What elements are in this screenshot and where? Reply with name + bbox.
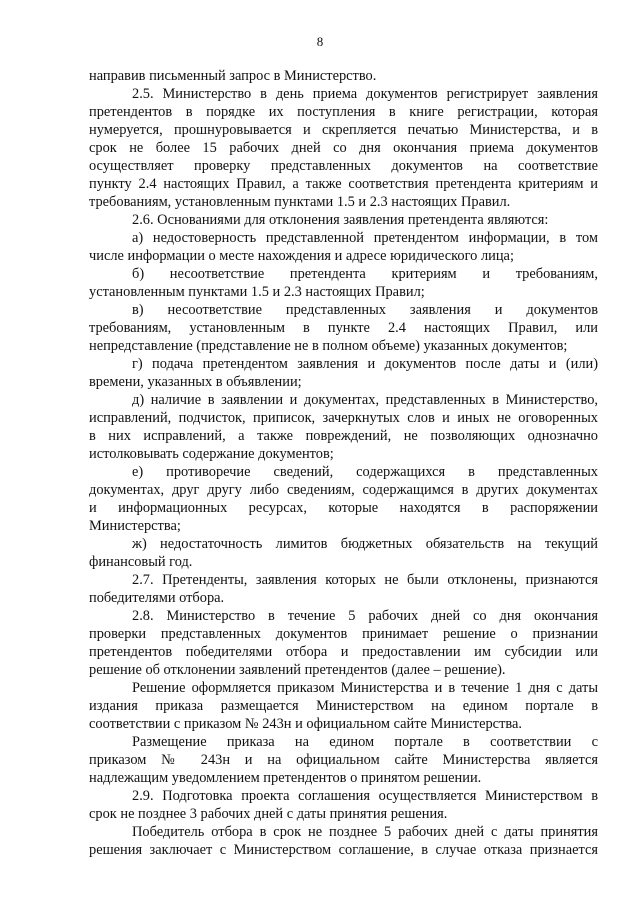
text-line: 2.7. Претенденты, заявления которых не были отклонены, признаются (132, 572, 598, 588)
text-line: срок не более 15 рабочих дней со дня окончания приема документов (89, 140, 598, 156)
text-line: Министерства; (89, 518, 181, 534)
text-line: Решение оформляется приказом Министерства и в течение 1 дня с даты (132, 680, 598, 696)
text-line: претендентов победителями отбора и предоставлении им субсидии или (89, 644, 598, 660)
text-line: числе информации о месте нахождения и адресе юридического лица; (89, 248, 514, 264)
text-line: а) недостоверность представленной претендентом информации, в том (132, 230, 598, 246)
text-line: решение об отклонении заявлений претендентов (далее – решение). (89, 662, 506, 678)
text-line: истолковывать содержание документов; (89, 446, 334, 462)
text-line: надлежащим уведомлением претендентов о принятом решении. (89, 770, 482, 786)
text-line: претендентов в порядке их поступления в книге регистрации, которая (89, 104, 598, 120)
text-line: 2.6. Основаниями для отклонения заявления претендента являются: (132, 212, 549, 228)
document-body (89, 67, 598, 859)
paragraph (89, 463, 598, 535)
text-line: ж) недостаточность лимитов бюджетных обязательств на текущий (132, 536, 598, 552)
paragraph (89, 211, 598, 229)
text-line: в) несоответствие представленных заявления и документов (132, 302, 598, 318)
text-line: времени, указанных в объявлении; (89, 374, 302, 390)
paragraph (89, 265, 598, 301)
text-line: направив письменный запрос в Министерство. (89, 68, 377, 84)
text-line: е) противоречие сведений, содержащихся в представленных (132, 464, 598, 480)
text-line: победителями отбора. (89, 590, 225, 606)
text-line: в них исправлений, а также повреждений, не позволяющих однозначно (89, 428, 598, 444)
text-line: непредставление (представление не в полном объеме) указанных документов; (89, 338, 568, 354)
paragraph (89, 535, 598, 571)
text-line: г) подача претендентом заявления и документов после даты и (или) (132, 356, 598, 372)
text-line: Победитель отбора в срок не позднее 5 рабочих дней с даты принятия (132, 824, 598, 840)
text-line: б) несоответствие претендента критериям и требованиям, (132, 266, 598, 282)
text-line: соответствии с приказом № 243н и официальном сайте Министерства. (89, 716, 522, 732)
text-line: проверки представленных документов принимает решение о признании (89, 626, 598, 642)
paragraph (89, 355, 598, 391)
text-line: издания приказа размещается Министерством на едином портале в (89, 698, 598, 714)
paragraph (89, 229, 598, 265)
paragraph (89, 571, 598, 607)
text-line: нумеруется, прошнуровывается и скрепляется печатью Министерства, и в (89, 122, 598, 138)
text-line: финансовый год. (89, 554, 193, 570)
paragraph (89, 733, 598, 787)
text-line: решения заключает с Министерством соглашение, в случае отказа признается (89, 842, 598, 858)
text-line: требованиям, установленным пунктами 1.5 и 2.3 настоящих Правил. (89, 194, 511, 210)
text-line: осуществляет проверку представленных документов на соответствие (89, 158, 598, 174)
paragraph (89, 85, 598, 211)
text-line: 2.9. Подготовка проекта соглашения осуществляется Министерством в (132, 788, 598, 804)
text-line: документах, друг другу либо сведениям, содержащимся в других документах (89, 482, 598, 498)
text-line: исправлений, подчисток, приписок, зачеркнутых слов и иных не оговоренных (89, 410, 598, 426)
paragraph (89, 67, 598, 85)
text-line: Размещение приказа на едином портале в соответствии с (132, 734, 598, 750)
text-line: установленным пунктами 1.5 и 2.3 настоящих Правил; (89, 284, 425, 300)
paragraph (89, 301, 598, 355)
paragraph (89, 391, 598, 463)
text-line: и информационных ресурсах, которые находятся в распоряжении (89, 500, 598, 516)
text-line: 2.5. Министерство в день приема документов регистрирует заявления (132, 86, 598, 102)
page-number: 8 (316, 34, 324, 49)
text-line: приказом № 243н и на официальном сайте Министерства является (89, 752, 598, 768)
paragraph (89, 607, 598, 679)
paragraph (89, 823, 598, 859)
paragraph (89, 787, 598, 823)
text-line: срок не позднее 3 рабочих дней с даты принятия решения. (89, 806, 448, 822)
paragraph (89, 679, 598, 733)
text-line: пункту 2.4 настоящих Правил, а также соответствия претендента критериям и (89, 176, 598, 192)
text-line: д) наличие в заявлении и документах, представленных в Министерство, (132, 392, 598, 408)
text-line: требованиям, установленным в пункте 2.4 настоящих Правил, или (89, 320, 598, 336)
text-line: 2.8. Министерство в течение 5 рабочих дней со дня окончания (132, 608, 598, 624)
